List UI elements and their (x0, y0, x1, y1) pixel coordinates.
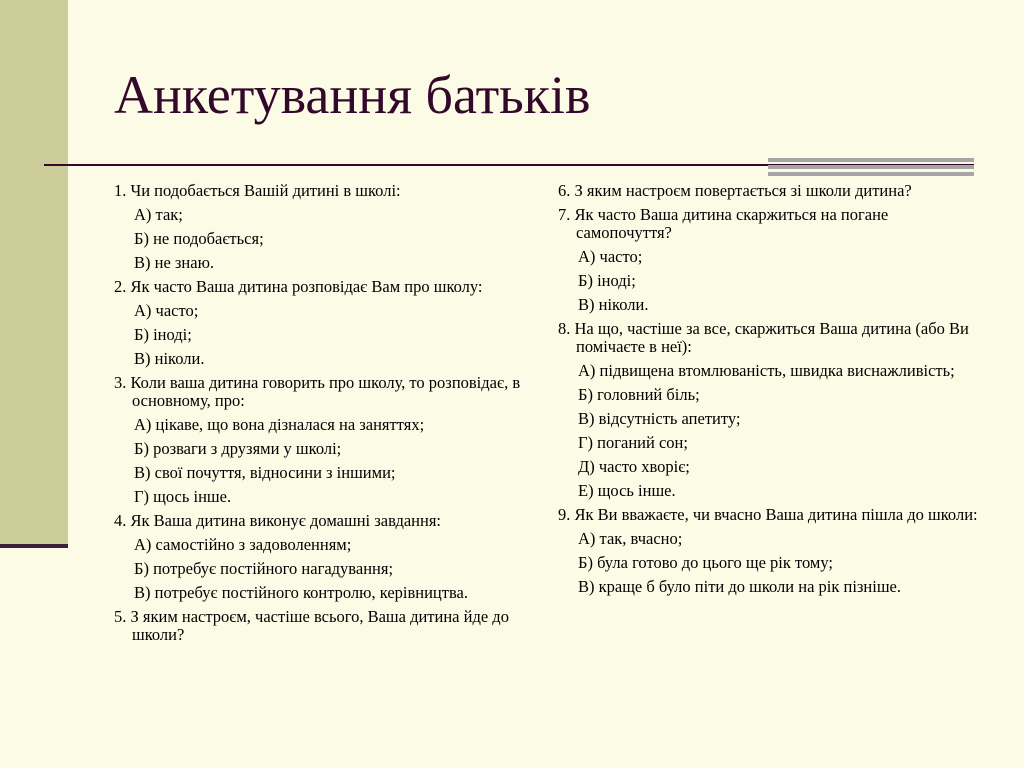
answer-option: Б) іноді; (578, 271, 636, 290)
question-text: 6. З яким настроєм повертається зі школи дитина? (558, 181, 912, 200)
answer-option: В) відсутність апетиту; (578, 409, 741, 428)
left-decor-rule (0, 544, 68, 548)
answer-option: Г) щось інше. (134, 487, 232, 506)
answer-option: А) так, вчасно; (578, 529, 683, 548)
answer-option: Б) іноді; (134, 325, 192, 344)
answer-option: В) не знаю. (134, 253, 215, 272)
answer-option: Д) часто хворіє; (578, 457, 690, 476)
answer-option: А) часто; (134, 301, 199, 320)
question-text: 9. Як Ви вважаєте, чи вчасно Ваша дитина пішла до школи: (558, 505, 978, 524)
answer-option: В) краще б було піти до школи на рік пізніше. (578, 577, 901, 596)
question-text: 1. Чи подобається Вашій дитині в школі: (114, 181, 401, 200)
question-text: 5. З яким настроєм, частіше всього, Ваша дитина йде до школи? (114, 607, 509, 644)
question-text: 3. Коли ваша дитина говорить про школу, то розповідає, в основному, про: (114, 373, 521, 410)
answer-option: Б) не подобається; (134, 229, 264, 248)
slide-title: Анкетування батьків (114, 65, 591, 125)
answer-option: В) ніколи. (134, 349, 205, 368)
answer-option: Б) потребує постійного нагадування; (134, 559, 394, 578)
question-text: 7. Як часто Ваша дитина скаржиться на погане самопочуття? (558, 205, 889, 242)
answer-option: Г) поганий сон; (578, 433, 688, 452)
answer-option: Б) розваги з друзями у школі; (134, 439, 342, 458)
question-text: 8. На що, частіше за все, скаржиться Ваша дитина (або Ви помічаєте в неї): (558, 319, 969, 356)
title-accent-stripes (768, 158, 974, 178)
question-text: 4. Як Ваша дитина виконує домашні завдання: (114, 511, 442, 530)
answer-option: В) ніколи. (578, 295, 649, 314)
answer-option: А) часто; (578, 247, 643, 266)
questions-left-column (114, 182, 524, 650)
answer-option: В) потребує постійного контролю, керівництва. (134, 583, 468, 602)
questions-right-column (558, 182, 978, 602)
answer-option: А) цікаве, що вона дізналася на заняттях; (134, 415, 425, 434)
answer-option: А) так; (134, 205, 183, 224)
question-text: 2. Як часто Ваша дитина розповідає Вам про школу: (114, 277, 483, 296)
answer-option: А) підвищена втомлюваність, швидка виснажливість; (578, 361, 955, 380)
answer-option: В) свої почуття, відносини з іншими; (134, 463, 396, 482)
answer-option: Б) головний біль; (578, 385, 700, 404)
answer-option: А) самостійно з задоволенням; (134, 535, 352, 554)
answer-option: Е) щось інше. (578, 481, 676, 500)
left-decor-band (0, 0, 68, 544)
answer-option: Б) була готово до цього ще рік тому; (578, 553, 833, 572)
